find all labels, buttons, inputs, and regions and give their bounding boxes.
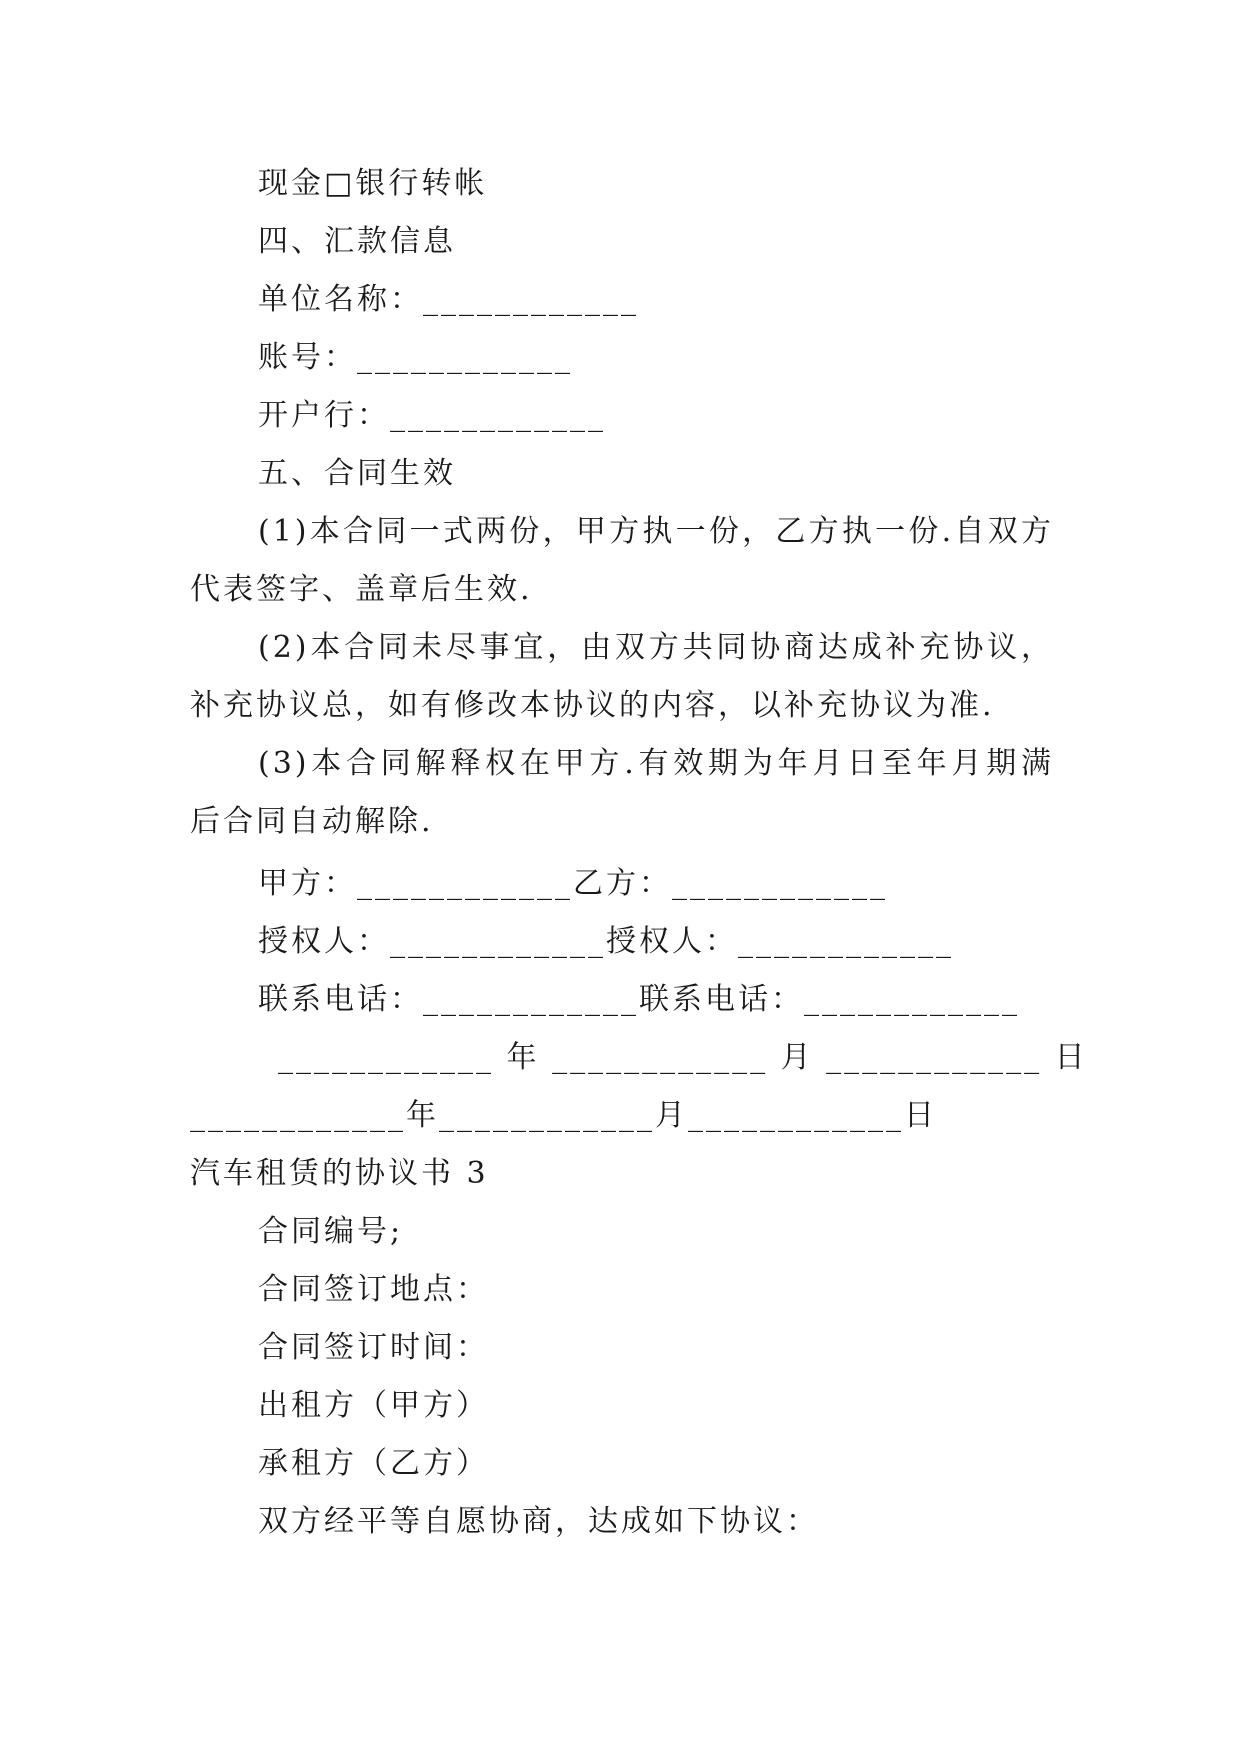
signing-place-label: 合同签订地点： [258, 1272, 489, 1307]
date-line-1: ____________ 年 ____________ 月 ____________ 日 [278, 1040, 1088, 1075]
clause-3-line-2: 后合同自动解除. [190, 804, 434, 839]
date-line-2: ____________年____________月____________日 [190, 1098, 937, 1133]
agreement-intro: 双方经平等自愿协商，达成如下协议： [258, 1504, 819, 1539]
bank-branch-field: 开户行：____________ [258, 398, 606, 433]
clause-3-line-1: (3)本合同解释权在甲方.有效期为年月日至年月期满 [258, 746, 1054, 781]
lessee-label: 承租方（乙方） [258, 1446, 489, 1481]
signing-time-label: 合同签订时间： [258, 1330, 489, 1365]
lessor-label: 出租方（甲方） [258, 1388, 489, 1423]
section-heading-effective: 五、合同生效 [258, 456, 456, 491]
payment-method-line: 现金□银行转帐 [258, 166, 488, 201]
party-signature-line: 甲方：____________乙方：____________ [258, 866, 888, 901]
clause-1-line-1: (1)本合同一式两份，甲方执一份，乙方执一份.自双方 [258, 514, 1054, 549]
company-name-field: 单位名称：____________ [258, 282, 639, 317]
clause-2-line-1: (2)本合同未尽事宜，由双方共同协商达成补充协议， [258, 630, 1054, 665]
authorized-person-line: 授权人：____________授权人：____________ [258, 924, 954, 959]
agreement-title: 汽车租赁的协议书 3 [190, 1156, 489, 1191]
contract-number-label: 合同编号; [258, 1214, 404, 1249]
clause-1-line-2: 代表签字、盖章后生效. [190, 572, 533, 607]
section-heading-remittance: 四、汇款信息 [258, 224, 456, 259]
contact-phone-line: 联系电话：____________联系电话：____________ [258, 982, 1020, 1017]
clause-2-line-2: 补充协议总，如有修改本协议的内容，以补充协议为准. [190, 688, 995, 723]
account-number-field: 账号：____________ [258, 340, 573, 375]
